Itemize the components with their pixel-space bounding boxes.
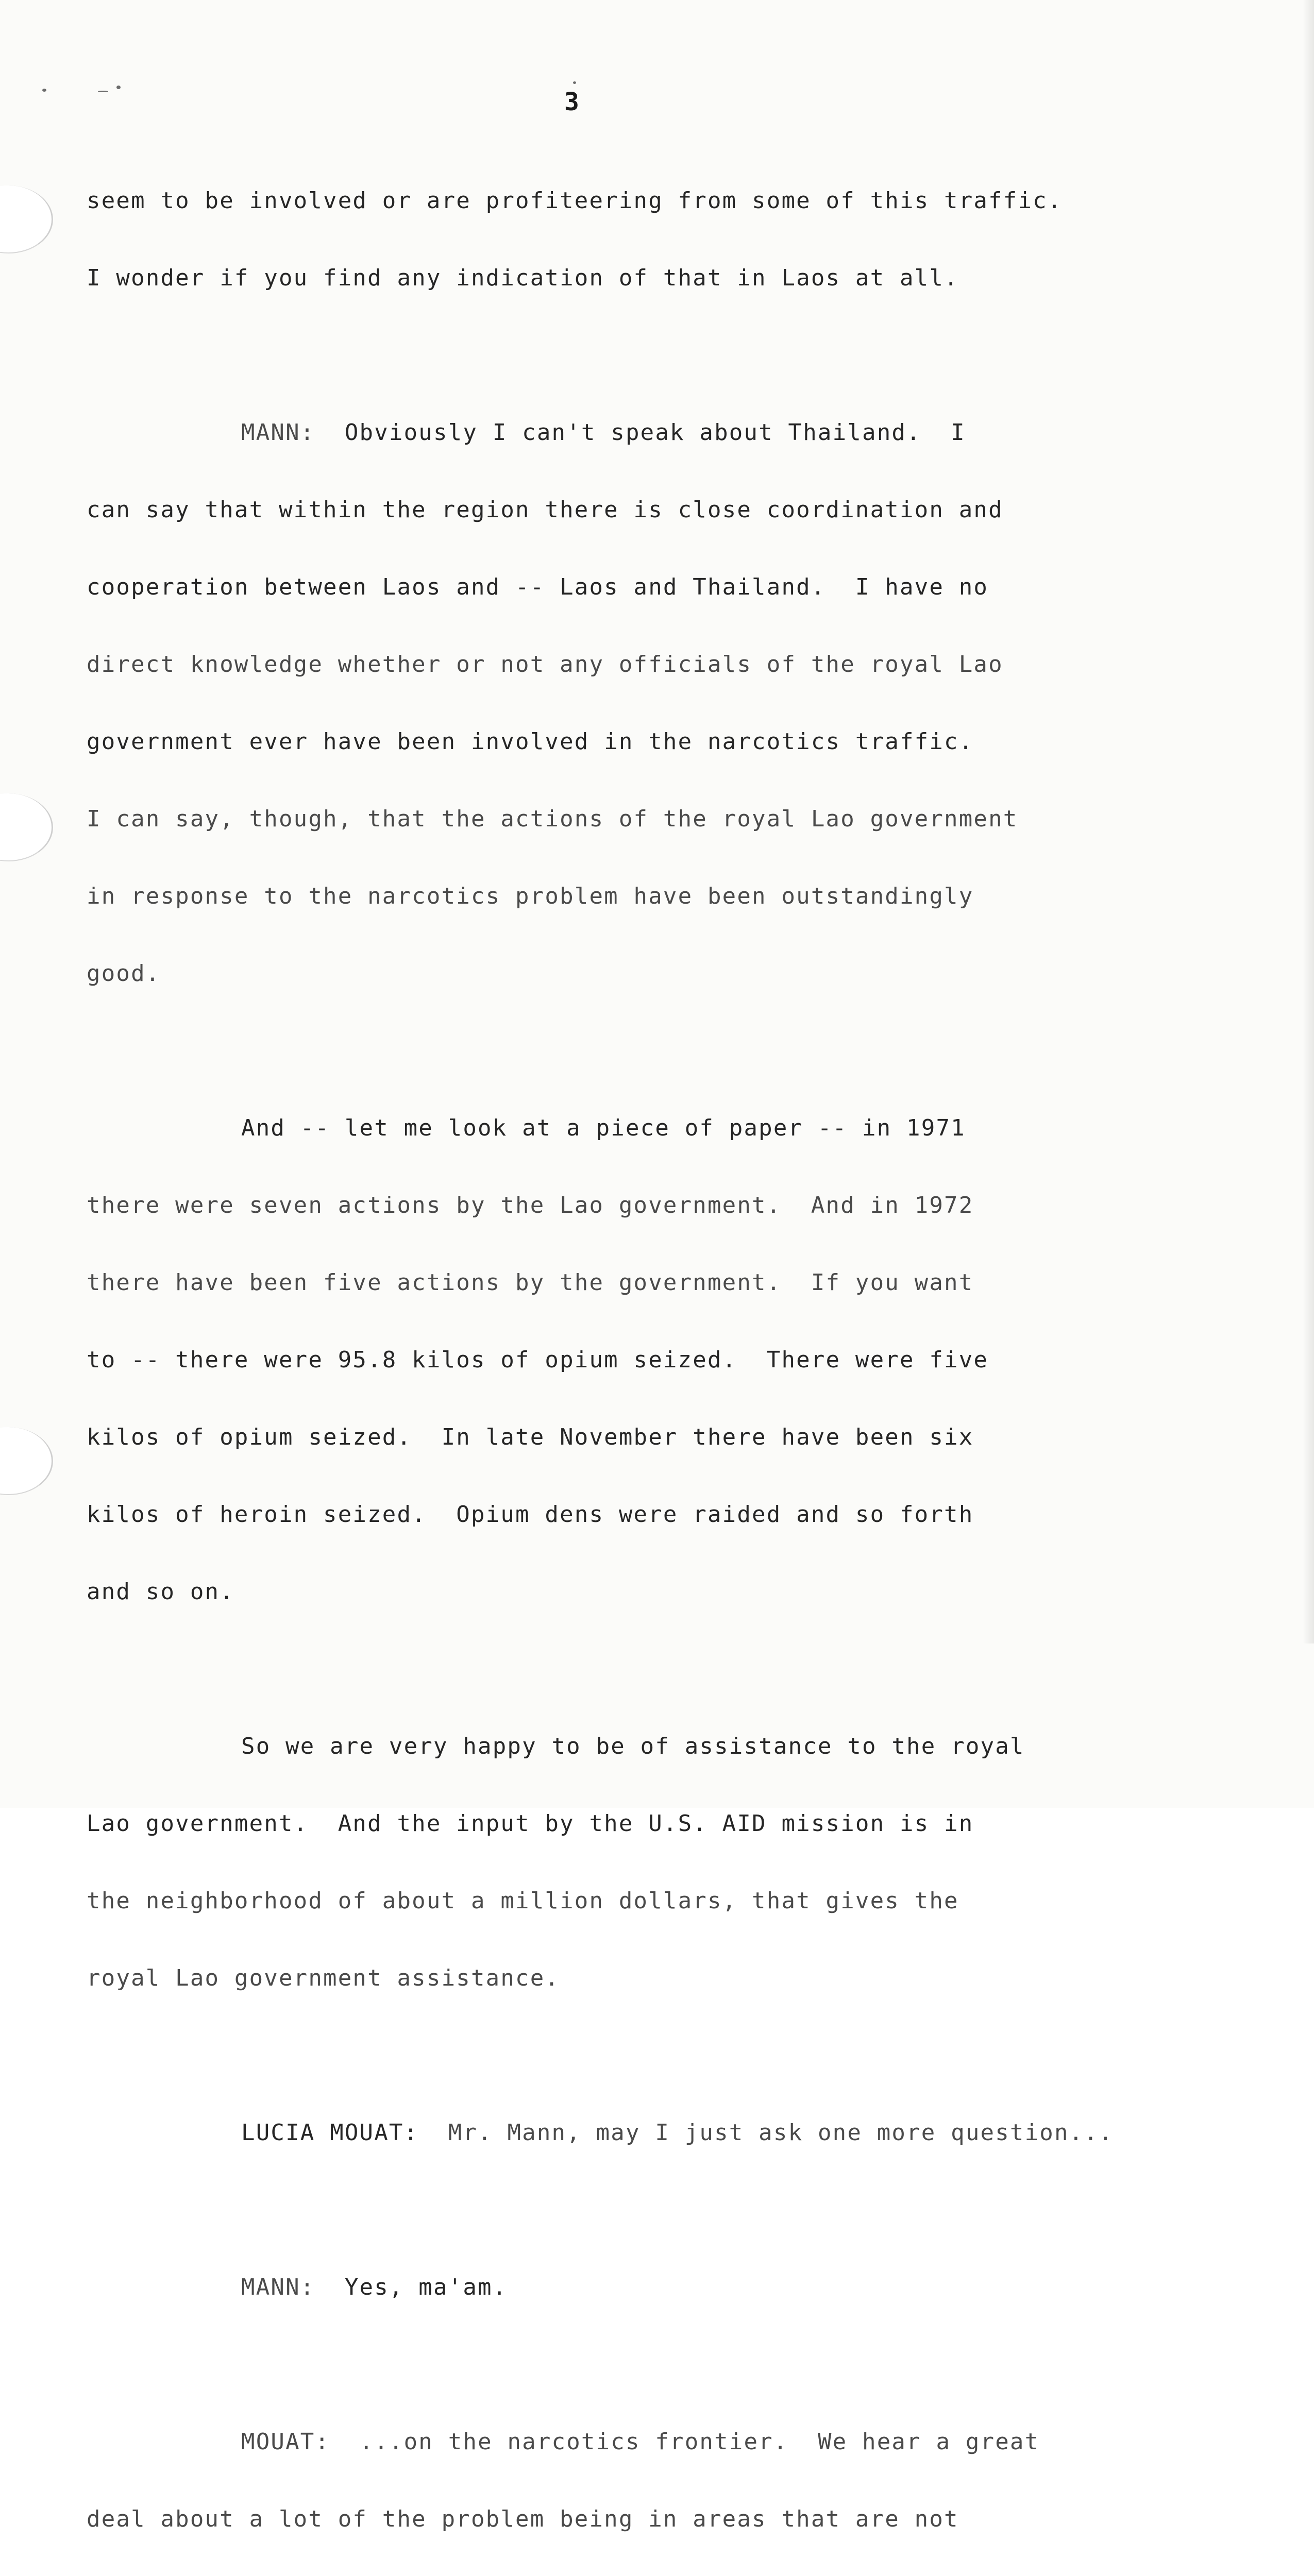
text-line: to -- there were 95.8 kilos of opium seized. There were five (87, 1347, 989, 1373)
text-line: can say that within the region there is close coordination and (87, 497, 1003, 523)
punch-hole-middle (0, 793, 53, 861)
speaker-label: LUCIA MOUAT: (241, 2120, 419, 2146)
text-line: kilos of opium seized. In late November there have been six (87, 1424, 974, 1450)
text-line: Lao government. And the input by the U.S. AID mission is in (87, 1810, 974, 1837)
text-line: I can say, though, that the actions of the royal Lao government (87, 806, 1018, 832)
text-line-rest: Mr. Mann, may I just ask one more question... (448, 2120, 1114, 2146)
speaker-label: MANN: (241, 419, 315, 446)
text-line-rest: Yes, ma'am. (344, 2274, 508, 2300)
text-line: there have been five actions by the government. If you want (87, 1269, 974, 1296)
punch-hole-bottom (0, 1427, 53, 1495)
text-line: good. (87, 960, 161, 987)
text-line: So we are very happy to be of assistance to the royal (241, 1733, 1025, 1759)
text-line: deal about a lot of the problem being in areas that are not (87, 2506, 959, 2532)
paragraph-mouat-1 (87, 2069, 1261, 2197)
transcript-body (87, 137, 1261, 2576)
paragraph-mann-2 (87, 1064, 1261, 1656)
text-line: in response to the narcotics problem have been outstandingly (87, 883, 974, 909)
text-line: seem to be involved or are profiteering from some of this traffic. (87, 188, 1063, 214)
speaker-label: MANN: (241, 2274, 315, 2300)
scan-speck (573, 81, 576, 84)
speaker-label: MOUAT: (241, 2429, 330, 2455)
paragraph-continuation (87, 137, 1261, 343)
text-line (87, 2120, 1261, 2146)
text-line-rest: ...on the narcotics frontier. We hear a great (359, 2429, 1040, 2455)
text-line-rest: Obviously I can't speak about Thailand. I (344, 419, 966, 446)
paragraph-mann-4 (87, 2223, 1261, 2352)
text-line (87, 2429, 1261, 2455)
text-line (87, 2275, 1261, 2300)
text-line (87, 420, 1261, 446)
scan-speck (98, 91, 108, 92)
text-line: I wonder if you find any indication of that in Laos at all. (87, 265, 959, 291)
text-line: royal Lao government assistance. (87, 1965, 560, 1991)
paragraph-mann-3 (87, 1682, 1261, 2043)
page-number: 3 (564, 88, 579, 116)
text-line: and so on. (87, 1579, 234, 1605)
text-line: government ever have been involved in the narcotics traffic. (87, 728, 974, 755)
text-line: direct knowledge whether or not any officials of the royal Lao (87, 651, 1003, 677)
scan-speck (42, 89, 46, 92)
text-line: the neighborhood of about a million dollars, that gives the (87, 1888, 959, 1914)
text-line: there were seven actions by the Lao government. And in 1972 (87, 1192, 974, 1218)
paragraph-mouat-2 (87, 2378, 1261, 2576)
punch-hole-top (0, 185, 53, 253)
page-edge-shadow (1303, 0, 1314, 1643)
text-line: kilos of heroin seized. Opium dens were raided and so forth (87, 1501, 974, 1528)
paragraph-mann-1 (87, 368, 1261, 1038)
scan-speck (116, 86, 121, 89)
text-line: And -- let me look at a piece of paper -- in 1971 (241, 1115, 966, 1141)
text-line: cooperation between Laos and -- Laos and Thailand. I have no (87, 574, 989, 600)
